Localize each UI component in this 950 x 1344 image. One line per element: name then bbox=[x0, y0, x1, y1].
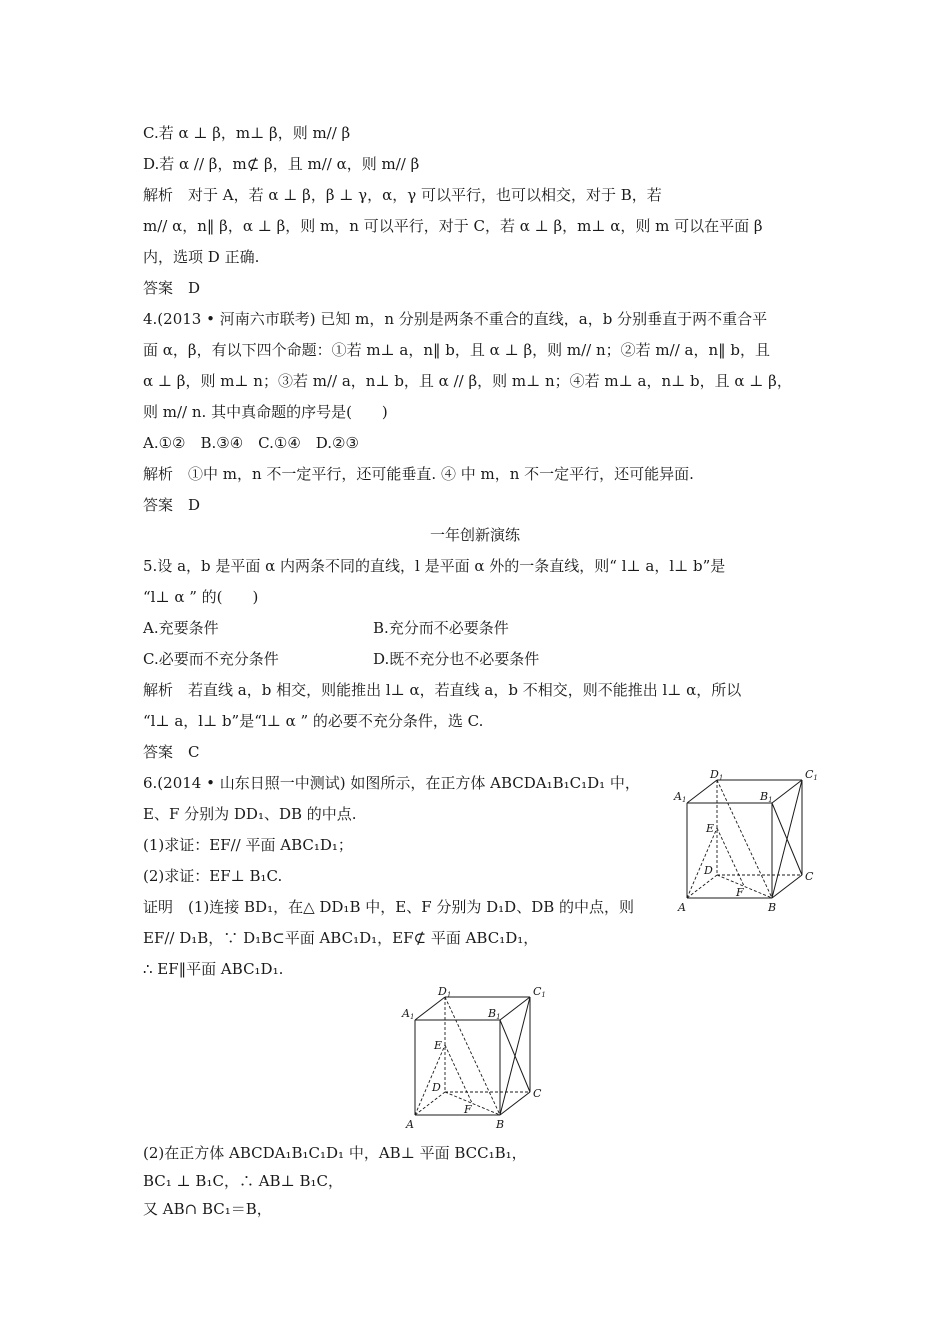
question-text: α ⊥ β，则 m⊥ n；③若 m// a，n⊥ b，且 α // β，则 m⊥ n；④若 m⊥ a，n⊥ b，且 α ⊥ β， bbox=[143, 372, 792, 390]
label-c: C bbox=[805, 870, 814, 883]
label-e: E bbox=[706, 822, 715, 835]
option-c: C.必要而不充分条件 bbox=[143, 650, 279, 668]
analysis-text: m// α，n‖ β，α ⊥ β，则 m，n 可以平行，对于 C，若 α ⊥ β，m⊥ α，则 m 可以在平面 β bbox=[143, 217, 763, 235]
answer: 答案 C bbox=[143, 743, 200, 761]
analysis-text: “l⊥ a，l⊥ b”是“l⊥ α ” 的必要不充分条件，选 C. bbox=[143, 712, 484, 730]
label-c1: C1 bbox=[533, 985, 546, 999]
option-c: C.若 α ⊥ β，m⊥ β，则 m// β bbox=[143, 124, 351, 142]
analysis-text: 内，选项 D 正确. bbox=[143, 248, 260, 266]
label-c: C bbox=[533, 1087, 542, 1100]
option-b: B.充分而不必要条件 bbox=[373, 619, 509, 637]
proof-text: 又 AB∩ BC₁＝B， bbox=[143, 1200, 272, 1218]
option-row bbox=[143, 617, 743, 639]
question-text: 6.(2014 • 山东日照一中测试) 如图所示，在正方体 ABCDA₁B₁C₁D₁ 中， bbox=[143, 774, 640, 792]
option-d: D.既不充分也不必要条件 bbox=[373, 650, 540, 668]
label-b1: B1 bbox=[488, 1007, 501, 1021]
proof-text: 证明 (1)连接 BD₁，在△ DD₁B 中，E、F 分别为 D₁D、DB 的中点，则 bbox=[143, 898, 635, 916]
analysis-text: 解析 若直线 a，b 相交，则能推出 l⊥ α，若直线 a，b 不相交，则不能推出 l⊥ α，所以 bbox=[143, 681, 742, 699]
question-part: (1)求证：EF// 平面 ABC₁D₁； bbox=[143, 836, 353, 854]
cube-figure-copy bbox=[400, 985, 550, 1135]
question-text: E、F 分别为 DD₁、DB 的中点. bbox=[143, 805, 357, 823]
analysis-text: 解析 ①中 m，n 不一定平行，还可能垂直. ④ 中 m，n 不一定平行，还可能异面. bbox=[143, 465, 694, 483]
proof-text: BC₁ ⊥ B₁C，∴ AB⊥ B₁C， bbox=[143, 1172, 343, 1190]
question-options: A.①② B.③④ C.①④ D.②③ bbox=[143, 434, 359, 452]
label-a: A bbox=[406, 1118, 414, 1131]
cube-figure bbox=[672, 768, 822, 918]
proof-text: (2)在正方体 ABCDA₁B₁C₁D₁ 中，AB⊥ 平面 BCC₁B₁， bbox=[143, 1144, 527, 1162]
question-text: “l⊥ α ” 的( ) bbox=[143, 588, 259, 606]
analysis-text: 解析 对于 A，若 α ⊥ β，β ⊥ γ，α，γ 可以平行，也可以相交，对于 B，若 bbox=[143, 186, 662, 204]
label-b: B bbox=[496, 1118, 505, 1131]
option-d: D.若 α // β，m⊄ β，且 m// α，则 m// β bbox=[143, 155, 420, 173]
label-e: E bbox=[434, 1039, 443, 1052]
answer: 答案 D bbox=[143, 279, 201, 297]
label-d1: D1 bbox=[710, 768, 724, 782]
proof-text: EF// D₁B，∵ D₁B⊂平面 ABC₁D₁，EF⊄ 平面 ABC₁D₁， bbox=[143, 929, 539, 947]
section-heading: 一年创新演练 bbox=[429, 526, 520, 544]
question-text: 面 α，β，有以下四个命题：①若 m⊥ a，n‖ b，且 α ⊥ β，则 m// n；②若 m// a，n‖ b，且 bbox=[143, 341, 770, 359]
label-b1: B1 bbox=[760, 790, 773, 804]
option-a: A.充要条件 bbox=[143, 619, 219, 637]
label-d: D bbox=[432, 1081, 441, 1094]
label-a: A bbox=[678, 901, 686, 914]
answer: 答案 D bbox=[143, 496, 201, 514]
label-d1: D1 bbox=[438, 985, 452, 999]
label-f: F bbox=[736, 886, 744, 899]
question-text: 4.(2013 • 河南六市联考) 已知 m，n 分别是两条不重合的直线，a，b 分别垂直于两不重合平 bbox=[143, 310, 768, 328]
label-c1: C1 bbox=[805, 768, 818, 782]
label-d: D bbox=[704, 864, 713, 877]
label-f: F bbox=[464, 1103, 472, 1116]
label-a1: A1 bbox=[402, 1007, 415, 1021]
question-text: 5.设 a，b 是平面 α 内两条不同的直线，l 是平面 α 外的一条直线，则“ l⊥ a，l⊥ b”是 bbox=[143, 557, 726, 575]
option-row bbox=[143, 648, 743, 670]
question-part: (2)求证：EF⊥ B₁C. bbox=[143, 867, 283, 885]
label-a1: A1 bbox=[674, 790, 687, 804]
proof-text: ∴ EF‖平面 ABC₁D₁. bbox=[143, 960, 284, 978]
question-text: 则 m// n. 其中真命题的序号是( ) bbox=[143, 403, 388, 421]
label-b: B bbox=[768, 901, 777, 914]
